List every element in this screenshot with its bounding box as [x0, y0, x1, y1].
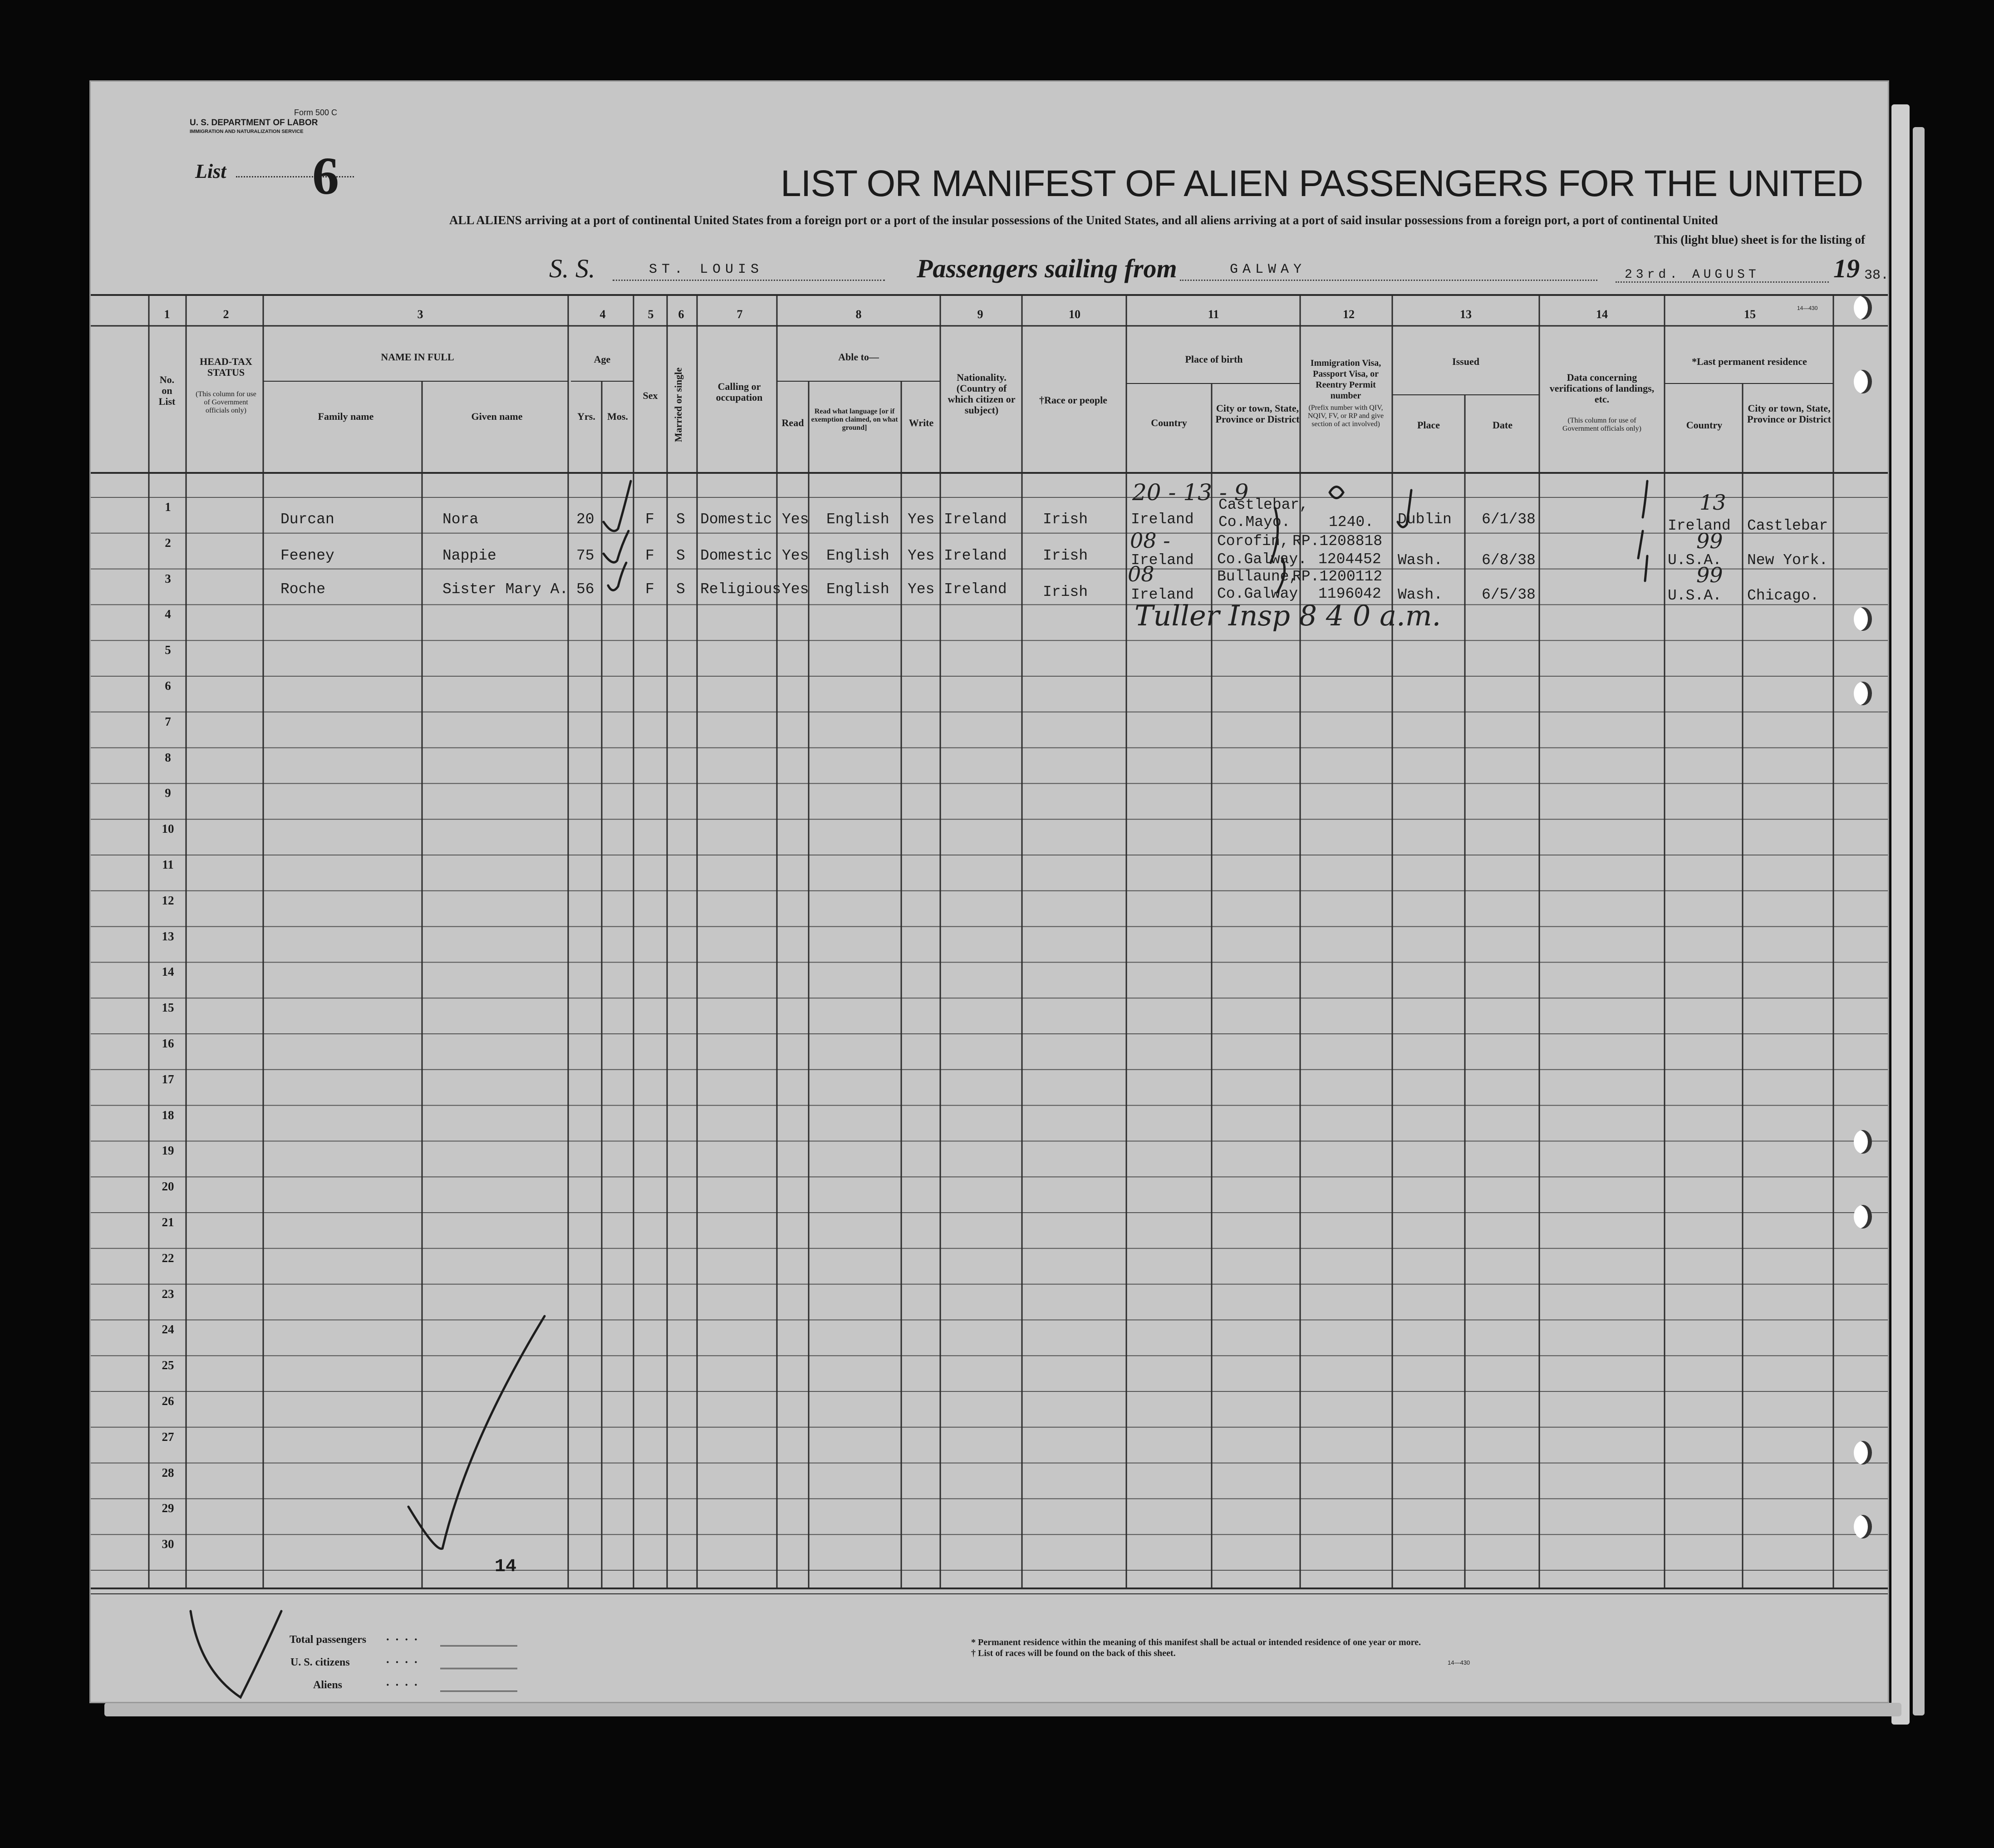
header-family-name: Family name	[318, 411, 374, 422]
row-number: 26	[162, 1394, 174, 1408]
visa-prefix: RP.1200112	[1292, 568, 1383, 585]
nationality: Ireland	[944, 581, 1007, 598]
issue-date: 6/1/38	[1482, 511, 1536, 528]
row-number: 22	[162, 1251, 174, 1265]
birth-county: Co.Galway.	[1217, 551, 1307, 568]
header-res-city: City or town, State, Province or District	[1747, 403, 1831, 425]
row-number: 1	[165, 500, 171, 514]
issue-place: Wash.	[1398, 552, 1443, 569]
row-number: 10	[162, 822, 174, 836]
form-number: Form 500 C	[294, 108, 338, 117]
residence-city: Castlebar	[1747, 517, 1828, 534]
footnote-residence: * Permanent residence within the meaning of this manifest shall be actual or intended residence of one year or more.	[971, 1637, 1421, 1647]
row-number: 7	[165, 714, 171, 728]
list-label: List	[195, 160, 226, 182]
col-number: 15	[1744, 308, 1756, 321]
can-write: Yes	[908, 581, 935, 598]
col-number: 11	[1208, 308, 1219, 321]
header-birth-country: Country	[1151, 417, 1187, 428]
handwritten-res-row2: 99	[1696, 529, 1723, 553]
header-calling: Calling or occupation	[716, 381, 763, 403]
col-number: 1	[164, 308, 170, 321]
occupation: Religious	[700, 581, 781, 598]
service: IMMIGRATION AND NATURALIZATION SERVICE	[190, 129, 304, 134]
handwritten-res-row3: 99	[1696, 563, 1723, 587]
aliens-dots: ····	[386, 1678, 423, 1691]
row-number: 9	[165, 786, 171, 800]
race: Irish	[1043, 511, 1088, 528]
header-issued-place: Place	[1417, 419, 1440, 431]
header-able-to: Able to—	[838, 351, 879, 363]
us-citizens-dots: ····	[386, 1656, 423, 1669]
header-read-language: Read what language [or if exemption claimed, on what ground]	[811, 408, 898, 432]
row-number: 30	[162, 1537, 174, 1551]
header-birth-city: City or town, State, Province or District	[1215, 403, 1300, 425]
binder-hole	[1854, 607, 1872, 631]
sailing-date: 23rd. AUGUST	[1625, 268, 1760, 282]
family-name: Roche	[280, 581, 326, 598]
footer-form-code: 14—430	[1448, 1659, 1470, 1666]
total-passengers-line	[440, 1645, 517, 1646]
manifest-sheet	[91, 82, 1888, 1702]
handwritten-code-row2: 08 -	[1130, 528, 1170, 553]
binder-hole	[1854, 1515, 1872, 1538]
language: English	[826, 581, 889, 598]
handwritten-res-row1: 13	[1699, 490, 1726, 515]
sailing-label: Passengers sailing from	[917, 254, 1177, 283]
row-number: 24	[162, 1322, 174, 1337]
page-number: 14	[495, 1557, 517, 1577]
ss-label: S. S.	[549, 254, 595, 283]
handwritten-inspector-note: Tuller Insp 8 4 0 a.m.	[1135, 599, 1441, 632]
issue-date: 6/5/38	[1482, 586, 1536, 603]
header-mos: Mos.	[607, 411, 628, 422]
header-place-of-birth: Place of birth	[1185, 354, 1243, 365]
sex: F	[645, 581, 654, 598]
row-number: 21	[162, 1215, 174, 1229]
total-passengers-dots: ····	[386, 1633, 423, 1646]
under-sheet-edge	[104, 1703, 1901, 1716]
can-write: Yes	[908, 547, 935, 564]
row-number: 6	[165, 679, 171, 693]
department: U. S. DEPARTMENT OF LABOR	[190, 118, 318, 128]
col-number: 8	[855, 308, 862, 321]
given-name: Nora	[442, 511, 479, 528]
list-number: 6	[312, 146, 339, 206]
birth-country: Ireland	[1131, 552, 1194, 569]
header-married-single: Married or single	[673, 367, 684, 442]
total-passengers-label: Total passengers	[290, 1634, 367, 1646]
aliens-label: Aliens	[313, 1679, 343, 1691]
handwritten-code-row3: 08	[1128, 562, 1154, 586]
race: Irish	[1043, 584, 1088, 600]
row-number: 28	[162, 1465, 174, 1479]
col-number: 5	[648, 308, 654, 321]
row-number: 17	[162, 1072, 174, 1086]
visa-number: 1196042	[1318, 585, 1381, 602]
language: English	[826, 511, 889, 528]
header-yrs: Yrs.	[577, 411, 595, 422]
row-number: 13	[162, 929, 174, 943]
sailing-port: GALWAY	[1230, 262, 1306, 277]
header-given-name: Given name	[471, 411, 523, 422]
sex: F	[645, 511, 654, 528]
col-number: 4	[599, 308, 606, 321]
can-write: Yes	[908, 511, 935, 528]
header-visa: Immigration Visa, Passport Visa, or Reentry Permit number	[1310, 358, 1381, 401]
row-number: 23	[162, 1287, 174, 1301]
visa-number: 1240.	[1329, 514, 1374, 531]
col-number: 9	[977, 308, 983, 321]
col-number: 6	[678, 308, 684, 321]
sex: F	[645, 547, 654, 564]
can-read: Yes	[782, 511, 809, 528]
header-res-country: Country	[1686, 419, 1723, 431]
visa-prefix: RP.1208818	[1292, 533, 1383, 550]
year-suffix: 38.	[1864, 268, 1889, 283]
year-prefix: 19	[1833, 254, 1860, 283]
header-data-verification: Data concerning verifications of landings, etc.	[1549, 372, 1655, 405]
col-number: 14	[1596, 308, 1608, 321]
row-number: 16	[162, 1037, 174, 1050]
occupation: Domestic	[700, 511, 772, 528]
manifest-title: LIST OR MANIFEST OF ALIEN PASSENGERS FOR THE UNITED	[781, 163, 1863, 204]
col-number: 12	[1343, 308, 1355, 321]
binder-hole	[1854, 1130, 1872, 1154]
header-no-on-list: No. on List	[158, 374, 176, 407]
aliens-line	[440, 1691, 517, 1692]
birth-city: Corofin,	[1217, 533, 1289, 550]
row-number: 27	[162, 1430, 174, 1444]
header-data-verification-note: (This column for use of Government officials only)	[1562, 417, 1641, 433]
row-number: 12	[162, 893, 174, 907]
row-number: 14	[162, 965, 174, 979]
row-number: 20	[162, 1180, 174, 1194]
marital-status: S	[676, 581, 685, 598]
can-read: Yes	[782, 547, 809, 564]
binder-hole	[1854, 1205, 1872, 1229]
under-sheet-edge	[1891, 104, 1910, 1725]
manifest-grid	[91, 82, 1888, 1702]
col-number: 13	[1460, 308, 1472, 321]
col-number: 3	[417, 308, 423, 321]
binder-hole	[1854, 1441, 1872, 1465]
header-head-tax-note: (This column for use of Government officials only)	[196, 390, 256, 414]
header-age: Age	[594, 354, 611, 365]
row-number: 2	[165, 536, 171, 550]
marital-status: S	[676, 547, 685, 564]
col-number: 7	[737, 308, 743, 321]
birth-country: Ireland	[1131, 511, 1194, 528]
given-name: Nappie	[442, 547, 496, 564]
residence-country: U.S.A.	[1668, 587, 1722, 604]
age: 75	[576, 547, 594, 564]
birth-city: Castlebar,	[1218, 496, 1309, 513]
can-read: Yes	[782, 581, 809, 598]
row-number: 19	[162, 1144, 174, 1158]
binder-hole	[1854, 682, 1872, 705]
nationality: Ireland	[944, 511, 1007, 528]
row-number: 29	[162, 1501, 174, 1515]
birth-city: Bullaune,	[1217, 568, 1298, 585]
header-nationality: Nationality. (Country of which citizen or subject)	[948, 372, 1016, 416]
us-citizens-label: U. S. citizens	[290, 1656, 350, 1668]
visa-number: 1204452	[1318, 551, 1381, 568]
header-issued-date: Date	[1493, 419, 1513, 431]
family-name: Feeney	[280, 547, 334, 564]
row-number: 3	[165, 571, 171, 585]
age: 20	[576, 511, 594, 528]
header-sex: Sex	[643, 390, 658, 401]
form-code-top: 14—430	[1797, 305, 1818, 311]
family-name: Durcan	[280, 511, 334, 528]
residence-country: Ireland	[1668, 517, 1731, 534]
birth-county: Co.Galway	[1217, 585, 1298, 602]
row-number: 8	[165, 750, 171, 764]
header-read: Read	[781, 417, 804, 428]
ship-name: ST. LOUIS	[649, 262, 764, 277]
given-name: Sister Mary A.	[442, 581, 569, 598]
header-visa-note: (Prefix number with QIV, NQIV, FV, or RP and give section of act involved)	[1307, 404, 1384, 428]
occupation: Domestic	[700, 547, 772, 564]
birth-country: Ireland	[1131, 586, 1194, 603]
issue-place: Wash.	[1398, 586, 1443, 603]
binder-hole	[1854, 296, 1872, 319]
race: Irish	[1043, 547, 1088, 564]
under-sheet-edge	[1913, 127, 1925, 1715]
residence-city: Chicago.	[1747, 587, 1819, 604]
header-name-in-full: NAME IN FULL	[381, 351, 454, 363]
birth-county: Co.Mayo.	[1218, 514, 1291, 531]
col-number: 10	[1069, 308, 1080, 321]
us-citizens-line	[440, 1668, 517, 1669]
marital-status: S	[676, 511, 685, 528]
residence-country: U.S.A.	[1668, 552, 1722, 569]
issue-date: 6/8/38	[1482, 552, 1536, 569]
residence-city: New York.	[1747, 552, 1828, 569]
header-last-residence: *Last permanent residence	[1692, 356, 1807, 367]
col-number: 2	[223, 308, 229, 321]
manifest-subtitle-2: This (light blue) sheet is for the listing of	[1654, 233, 1865, 246]
issue-place: Dublin	[1398, 511, 1452, 528]
header-race: †Race or people	[1039, 394, 1107, 406]
age: 56	[576, 581, 594, 598]
manifest-subtitle: ALL ALIENS arriving at a port of continental United States from a foreign port or a port of the insular possessions of the United States, and all aliens arriving at a port of said insular possessions from a foreign port, a port of continental United	[449, 213, 1718, 227]
row-number: 25	[162, 1358, 174, 1372]
row-number: 18	[162, 1108, 174, 1122]
binder-hole	[1854, 370, 1872, 393]
header-head-tax: HEAD-TAX STATUS	[200, 356, 252, 378]
language: English	[826, 547, 889, 564]
header-issued: Issued	[1452, 356, 1479, 367]
nationality: Ireland	[944, 547, 1007, 564]
row-number: 4	[165, 607, 171, 621]
row-number: 15	[162, 1001, 174, 1015]
handwritten-code-row1: 20 - 13 - 9	[1132, 479, 1249, 506]
row-number: 5	[165, 643, 171, 657]
header-write: Write	[909, 417, 934, 428]
row-number: 11	[162, 858, 174, 871]
footnote-races: † List of races will be found on the back of this sheet.	[971, 1648, 1176, 1658]
